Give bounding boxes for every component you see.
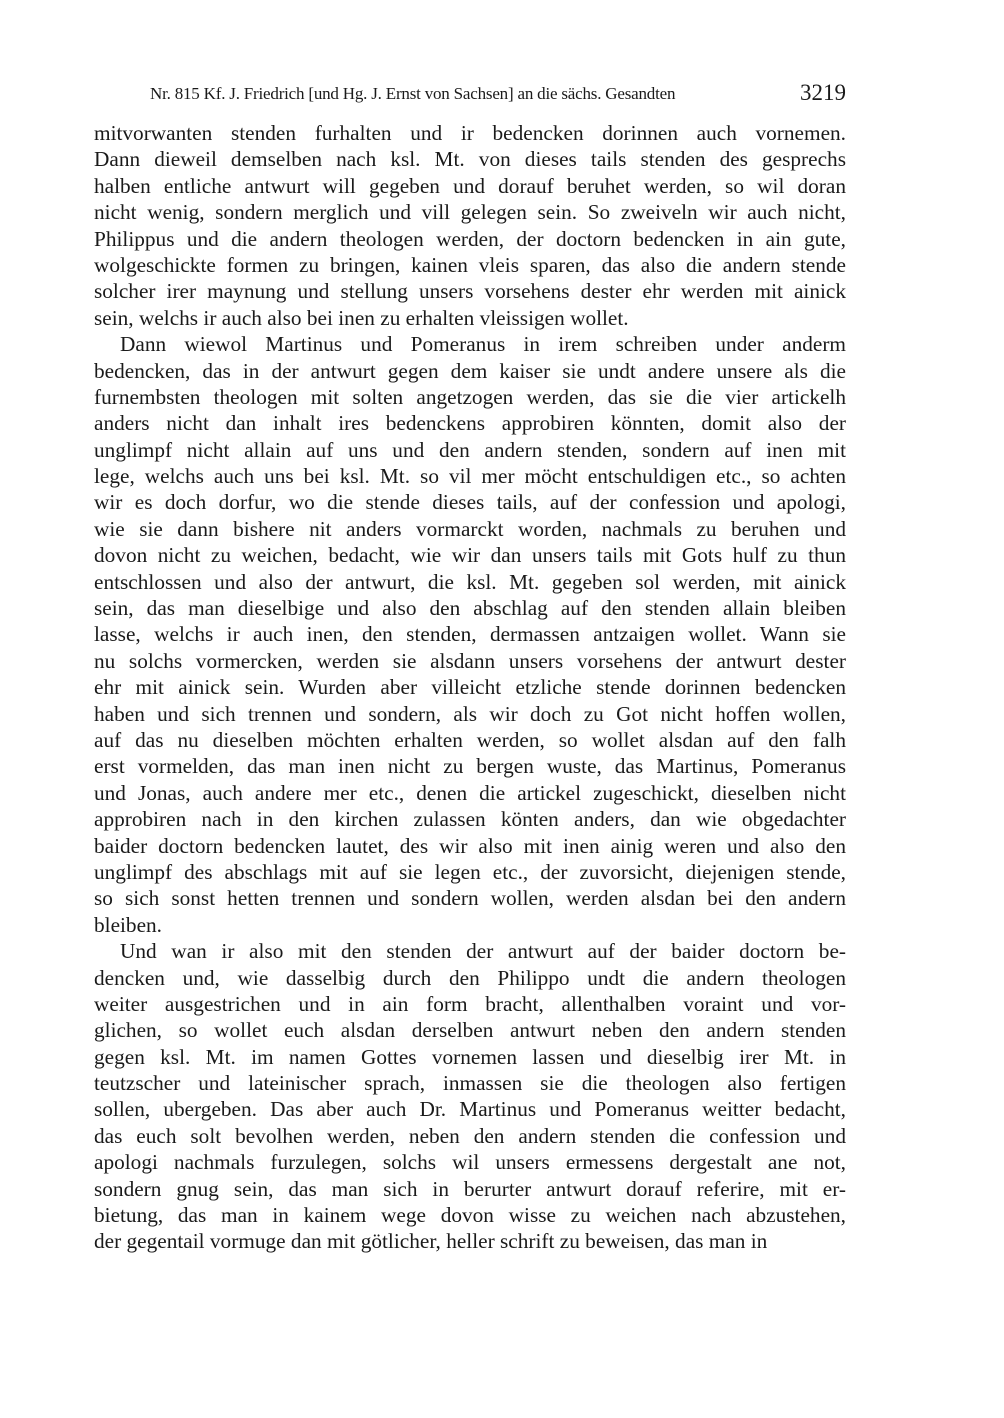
text-line: apologi nachmals furzulegen, solchs wil unsers ermessens dergestalt ane not,: [94, 1150, 846, 1175]
text-line: Dann wiewol Martinus und Pomeranus in irem schreiben under anderm: [120, 332, 846, 357]
text-line: bleiben.: [94, 912, 163, 937]
text-line: unglimpf des abschlags mit auf sie legen etc., der zuvorsicht, diejenigen stende,: [94, 859, 846, 884]
text-line: weiter ausgestrichen und in ain form bracht, allenthalben voraint und vor-: [94, 991, 846, 1016]
text-line: so sich sonst hetten trennen und sondern wollen, werden alsdan bei den andern: [94, 886, 846, 911]
text-line: haben und sich trennen und sondern, als wir doch zu Got nicht hoffen wollen,: [94, 701, 846, 726]
running-header: [150, 80, 850, 110]
text-line: der gegentail vormuge dan mit götlicher, heller schrift zu beweisen, das man in: [94, 1229, 768, 1254]
text-line: wolgeschickte formen zu bringen, kainen vleis sparen, das also die andern stende: [94, 252, 846, 277]
text-line: sondern gnug sein, das man sich in berurter antwurt dorauf referire, mit er-: [94, 1176, 846, 1201]
text-line: furnembsten theologen mit solten angetzogen werden, das sie die vier artickelh: [94, 384, 846, 409]
text-line: solcher irer maynung und stellung unsers vorsehens dester ehr werden mit ainick: [94, 279, 846, 304]
text-line: auf das nu dieselben möchten erhalten werden, so wollet alsdan auf den falh: [94, 727, 846, 752]
text-line: bietung, das man in kainem wege dovon wisse zu weichen nach abzustehen,: [94, 1203, 846, 1228]
text-line: dovon nicht zu weichen, bedacht, wie wir dan unsers tails mit Gots hulf zu thun: [94, 543, 846, 568]
text-line: halben entliche antwurt will gegeben und dorauf beruhet werden, so wil doran: [94, 173, 846, 198]
text-line: ehr mit ainick sein. Wurden aber villeicht etzliche stende dorinnen bedencken: [94, 675, 846, 700]
text-line: approbiren nach in den kirchen zulassen könten anders, dan wie obgedachter: [94, 807, 846, 832]
text-line: wie sie dann bishere nit anders vormarckt worden, nachmals zu beruhen und: [94, 516, 846, 541]
paragraph: [94, 331, 846, 938]
text-line: teutzscher und lateinischer sprach, inmassen sie die theologen also fertigen: [94, 1071, 846, 1096]
text-line: gegen ksl. Mt. im namen Gottes vornemen lassen und dieselbig irer Mt. in: [94, 1044, 846, 1069]
text-line: unglimpf nicht allain auf uns und den andern stenden, sondern auf inen mit: [94, 437, 846, 462]
paragraph: [94, 938, 846, 1255]
text-line: sollen, ubergeben. Das aber auch Dr. Martinus und Pomeranus weitter bedacht,: [94, 1097, 846, 1122]
text-line: sein, welchs ir auch also bei inen zu erhalten vleissigen wollet.: [94, 305, 629, 330]
text-line: baider doctorn bedencken lautet, des wir also mit inen ainig weren und also den: [94, 833, 846, 858]
page-number: 3219: [800, 80, 846, 105]
text-line: nicht wenig, sondern merglich und vill gelegen sein. So zweiveln wir auch nicht,: [94, 200, 846, 225]
text-line: erst vormelden, das man inen nicht zu bergen wuste, das Martinus, Pomeranus: [94, 754, 846, 779]
text-line: wir es doch dorfur, wo die stende dieses tails, auf der confession und apologi,: [94, 490, 846, 515]
text-line: anders nicht dan inhalt ires bedenckens approbiren könnten, domit also der: [94, 411, 846, 436]
text-line: mitvorwanten stenden furhalten und ir bedencken dorinnen auch vornemen.: [94, 121, 846, 145]
text-line: Philippus und die andern theologen werden, der doctorn bedencken in ain gute,: [94, 226, 846, 251]
text-line: bedencken, das in der antwurt gegen dem kaiser sie undt andere unsere als die: [94, 358, 846, 383]
text-line: entschlossen und also der antwurt, die ksl. Mt. gegeben sol werden, mit ainick: [94, 569, 846, 594]
running-title: Nr. 815 Kf. J. Friedrich [und Hg. J. Ernst von Sachsen] an die sächs. Gesandten: [150, 84, 676, 103]
text-line: nu solchs vormercken, werden sie alsdann unsers vorsehens der antwurt dester: [94, 648, 846, 673]
text-line: lasse, welchs ir auch inen, den stenden, dermassen antzaigen wollet. Wann sie: [94, 622, 846, 647]
text-line: lege, welchs auch uns bei ksl. Mt. so vil mer möcht entschuldigen etc., so achten: [94, 464, 846, 489]
text-line: und Jonas, auch andere mer etc., denen die artickel zugeschickt, dieselben nicht: [94, 780, 846, 805]
paragraph: [94, 120, 846, 331]
text-line: Und wan ir also mit den stenden der antwurt auf der baider doctorn be-: [120, 939, 846, 964]
text-line: sein, das man dieselbige und also den abschlag auf den stenden allain bleiben: [94, 596, 846, 621]
text-line: das euch solt bevolhen werden, neben den andern stenden die confession und: [94, 1123, 846, 1148]
text-line: glichen, so wollet euch alsdan derselben antwurt neben den andern stenden: [94, 1018, 846, 1043]
text-line: dencken und, wie dasselbig durch den Philippo undt die andern theologen: [94, 965, 846, 990]
text-line: Dann dieweil demselben nach ksl. Mt. von dieses tails stenden des gesprechs: [94, 147, 846, 172]
body-text: [94, 120, 846, 1255]
